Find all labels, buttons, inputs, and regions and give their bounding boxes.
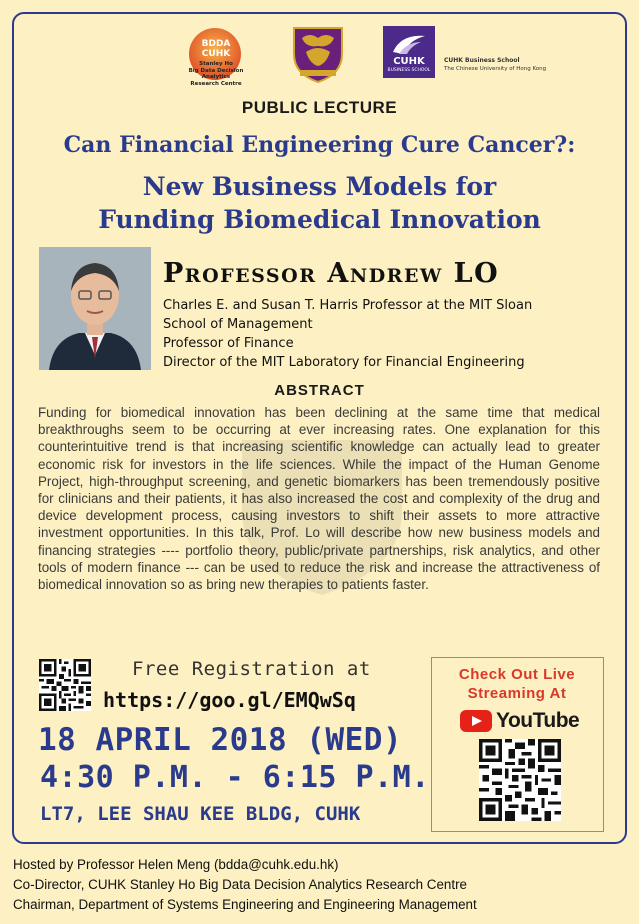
cuhk-crest-logo — [290, 24, 346, 86]
logo-bar — [0, 24, 639, 86]
livestream-heading-2: Streaming At — [467, 685, 567, 702]
cuhk-badge-subtext: BUSINESS SCHOOL — [387, 68, 431, 73]
event-time: 4:30 P.M. - 6:15 P.M. — [40, 760, 430, 795]
registration-link[interactable]: https://goo.gl/EMQwSq — [103, 688, 356, 712]
cuhk-university-name: The Chinese University of Hong Kong — [444, 66, 547, 72]
event-type: PUBLIC LECTURE — [241, 98, 398, 117]
footer-co-director: Co-Director, CUHK Stanley Ho Big Data Decision Analytics Research Centre — [13, 877, 467, 892]
event-venue: LT7, LEE SHAU KEE BLDG, CUHK — [40, 803, 361, 825]
footer-chairman: Chairman, Department of Systems Engineering and Engineering Management — [13, 897, 477, 912]
bdda-logo-caption — [177, 61, 255, 87]
youtube-play-icon — [460, 710, 492, 732]
speaker-affiliation-2: School of Management — [163, 317, 313, 332]
footer — [13, 855, 477, 915]
cuhk-badge-text: CUHK — [393, 56, 425, 67]
livestream-heading-1: Check Out Live — [458, 666, 576, 683]
bdda-logo-text-2: CUHK — [201, 49, 231, 59]
registration-label: Free Registration at — [132, 658, 371, 680]
speaker-name: Professor Andrew LO — [163, 258, 500, 289]
abstract-heading: ABSTRACT — [274, 382, 365, 399]
abstract-body: Funding for biomedical innovation has been declining at the same time that medical breakthroughs seem to be occurring at ever increasing rates. One explanation for this counterintuitive trend is that increasing scientific knowledge can actually lead to greater economic risk for investors in the life sciences. While the impact of the Human Genome Project, high-throughput screening, and genetic biomarkers has been tremendously positive for clinicians and their patients, it has also increased the cost and complexity of the drug and device development process, causing investors to shift their assets to more attractive investment opportunities. In this talk, Prof. Lo will describe how new business models and financing strategies ---- portfolio theory, public/private partnerships, risk analytics, and other tools of modern finance --- can be used to reduce the risk and increase the attractiveness of biomedical innovation so as bring new therapies to patients faster. — [38, 405, 600, 593]
bdda-logo — [177, 28, 255, 88]
speaker-affiliation-4: Director of the MIT Laboratory for Financial Engineering — [163, 355, 525, 370]
bdda-logo-caption-1: Stanley Ho — [199, 61, 233, 67]
livestream-box — [431, 657, 604, 832]
registration-qr-code — [39, 659, 91, 711]
speaker-affiliation-1: Charles E. and Susan T. Harris Professor at the MIT Sloan — [163, 298, 533, 313]
cuhk-business-school-badge — [383, 26, 435, 78]
speaker-photo — [39, 247, 151, 370]
footer-host: Hosted by Professor Helen Meng (bdda@cuhk.edu.hk) — [13, 857, 339, 872]
livestream-qr-code — [479, 739, 561, 821]
cuhk-business-school-name: CUHK Business School — [444, 57, 520, 64]
youtube-logo[interactable] — [460, 709, 580, 733]
bdda-logo-caption-3: Research Centre — [190, 80, 242, 87]
speaker-affiliation-3: Professor of Finance — [163, 336, 294, 351]
event-date: 18 APRIL 2018 (WED) — [38, 722, 403, 758]
lecture-title-line-1: Can Financial Engineering Cure Cancer?: — [63, 132, 576, 158]
lecture-title-line-3: Funding Biomedical Innovation — [98, 205, 541, 234]
lecture-title-line-2: New Business Models for — [142, 172, 497, 201]
cuhk-business-school-logo — [383, 26, 623, 82]
youtube-wordmark: YouTube — [496, 709, 580, 732]
bdda-logo-caption-2: Big Data Decision Analytics — [188, 67, 244, 80]
bdda-logo-text-1: BDDA — [201, 39, 231, 49]
